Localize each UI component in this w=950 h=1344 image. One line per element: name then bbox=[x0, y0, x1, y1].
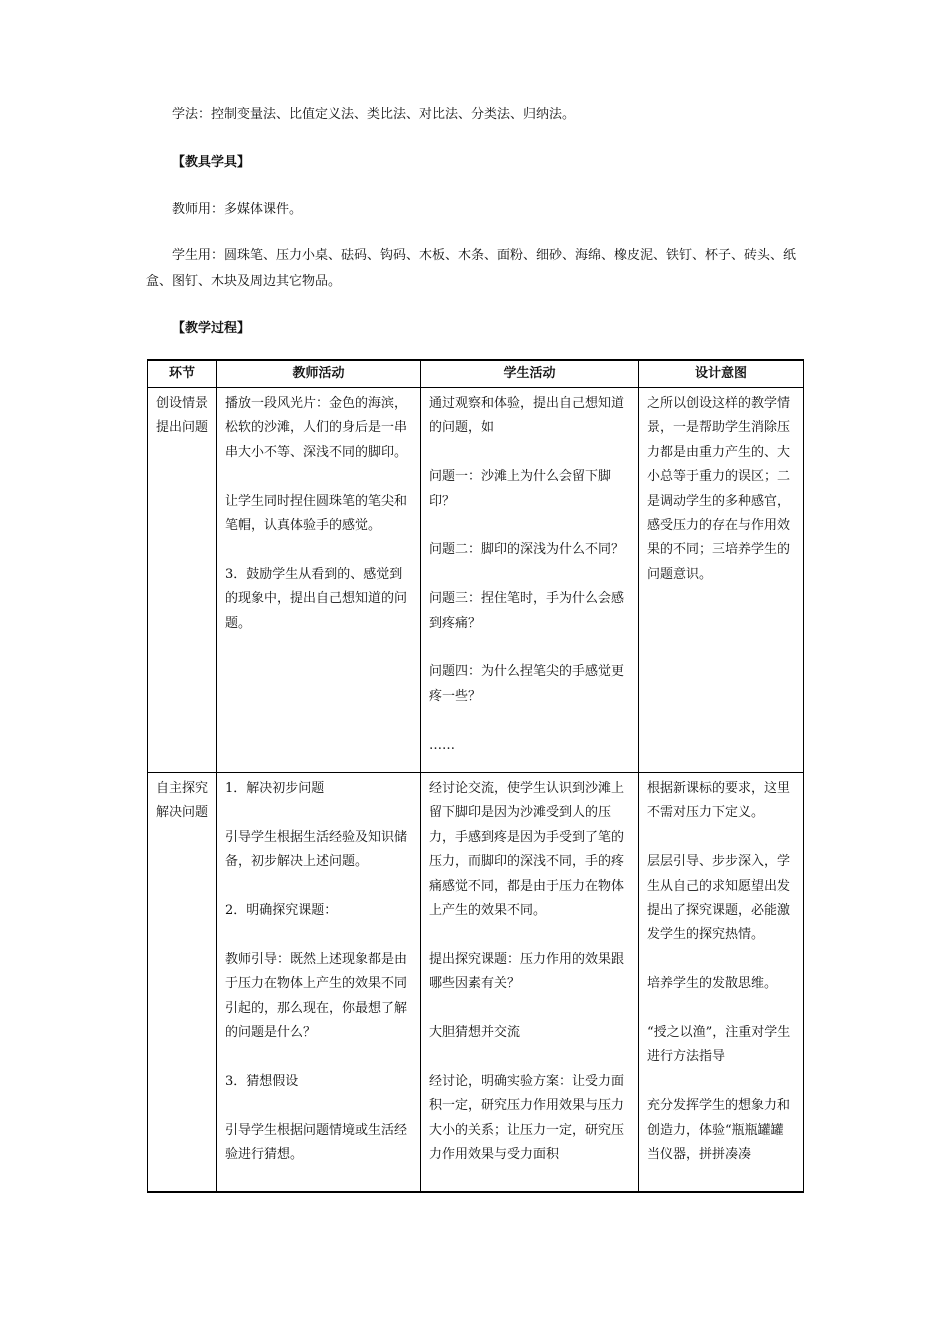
teacher-activity-text: 2．明确探究课题： bbox=[225, 903, 338, 918]
student-activity-text: 经讨论，明确实验方案：让受力面积一定，研究压力作用效果与压力大小的关系；让压力一定，研究压力作用效果与受力面积 bbox=[429, 1073, 625, 1163]
teacher-activity-cell bbox=[217, 773, 421, 1193]
student-activity-text: 问题三：捏住笔时，手为什么会感到疼痛？ bbox=[429, 591, 625, 631]
teacher-activity-text: 让学生同时捏住圆珠笔的笔尖和笔帽，认真体验手的感觉。 bbox=[225, 493, 408, 534]
header-design-intent: 设计意图 bbox=[639, 360, 804, 388]
stage-cell: 自主探究解决问题 bbox=[148, 773, 217, 1193]
teacher-activity-text: 播放一段风光片：金色的海滨，松软的沙滩，人们的身后是一串串大小不等、深浅不同的脚印。 bbox=[225, 396, 408, 460]
design-intent-text: “授之以渔”，注重对学生进行方法指导 bbox=[647, 1025, 791, 1065]
student-activity-cell bbox=[421, 773, 639, 1193]
header-teacher-activity: 教师活动 bbox=[217, 360, 421, 388]
teacher-activity-text: 3．猜想假设 bbox=[225, 1073, 299, 1089]
student-activity-text: 大胆猜想并交流 bbox=[429, 1025, 521, 1041]
table-row bbox=[148, 773, 804, 1193]
student-activity-text: 问题一：沙滩上为什么会留下脚印？ bbox=[429, 469, 612, 509]
student-tools-paragraph: 学生用：圆珠笔、压力小桌、砝码、钩码、木板、木条、面粉、细砂、海绵、橡皮泥、铁钉、杯子、砖头、纸盒、图钉、木块及周边其它物品。 bbox=[146, 248, 797, 289]
student-activity-text: 问题四：为什么捏笔尖的手感觉更疼一些？ bbox=[429, 664, 625, 704]
teacher-activity-text: 引导学生根据生活经验及知识储备，初步解决上述问题。 bbox=[225, 829, 408, 870]
design-intent-text: 充分发挥学生的想象力和创造力，体验“瓶瓶罐罐当仪器，拼拼凑凑 bbox=[647, 1098, 791, 1163]
teacher-activity-text: 引导学生根据问题情境或生活经验进行猜想。 bbox=[225, 1122, 408, 1163]
header-stage: 环节 bbox=[148, 360, 217, 388]
teacher-activity-text: 1．解决初步问题 bbox=[225, 781, 325, 796]
design-intent-text: 层层引导、步步深入，学生从自己的求知愿望出发提出了探究课题，必能激发学生的探究热情。 bbox=[647, 854, 791, 943]
design-intent-text: 根据新课标的要求，这里不需对压力下定义。 bbox=[647, 781, 791, 821]
teacher-activity-text: 教师引导：既然上述现象都是由于压力在物体上产生的效果不同引起的，那么现在，你最想了解的问题是什么？ bbox=[225, 951, 408, 1041]
stage-cell: 创设情景提出问题 bbox=[148, 388, 217, 773]
tools-heading: 【教具学具】 bbox=[172, 155, 251, 170]
student-activity-text: …… bbox=[429, 737, 455, 753]
learning-methods-line: 学法：控制变量法、比值定义法、类比法、对比法、分类法、归纳法。 bbox=[172, 107, 576, 122]
design-intent-cell bbox=[639, 388, 804, 773]
process-heading: 【教学过程】 bbox=[172, 321, 251, 336]
teacher-activity-text: 3．鼓励学生从看到的、感觉到的现象中，提出自己想知道的问题。 bbox=[225, 566, 408, 631]
teacher-activity-cell bbox=[217, 388, 421, 773]
design-intent-text: 之所以创设这样的教学情景，一是帮助学生消除压力都是由重力产生的、大小总等于重力的误区；二是调动学生的多种感官，感受压力的存在与作用效果的不同；三培养学生的问题意识。 bbox=[647, 396, 791, 582]
design-intent-cell bbox=[639, 773, 804, 1193]
teacher-tools-line: 教师用：多媒体课件。 bbox=[172, 202, 303, 217]
header-student-activity: 学生活动 bbox=[421, 360, 639, 388]
table-row bbox=[148, 388, 804, 773]
student-activity-text: 通过观察和体验，提出自己想知道的问题，如 bbox=[429, 396, 625, 436]
teaching-process-table bbox=[147, 359, 804, 1193]
student-activity-text: 经讨论交流，使学生认识到沙滩上留下脚印是因为沙滩受到人的压力，手感到疼是因为手受到了笔的压力，而脚印的深浅不同，手的疼痛感觉不同，都是由于压力在物体上产生的效果不同。 bbox=[429, 781, 625, 919]
student-activity-text: 问题二：脚印的深浅为什么不同？ bbox=[429, 542, 625, 558]
student-activity-text: 提出探究课题：压力作用的效果跟哪些因素有关？ bbox=[429, 951, 625, 992]
table-header-row bbox=[148, 360, 804, 388]
design-intent-text: 培养学生的发散思维。 bbox=[647, 976, 778, 992]
student-activity-cell bbox=[421, 388, 639, 773]
